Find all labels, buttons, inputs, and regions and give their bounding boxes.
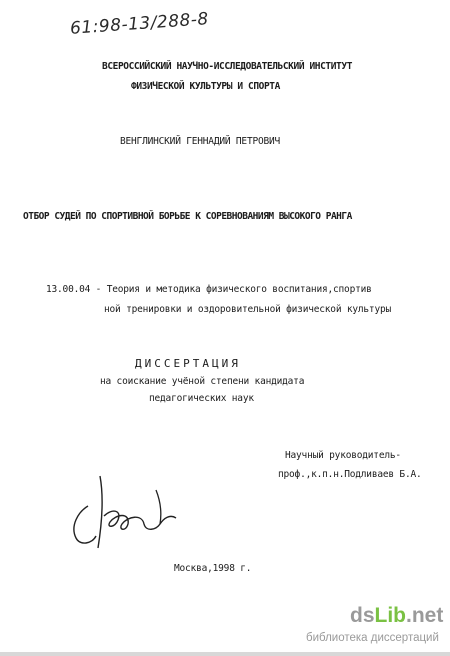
degree-line1: на соискание учёной степени кандидата: [100, 376, 305, 387]
city-year: Москва,1998 г.: [174, 563, 252, 574]
dslib-logo-prefix: ds: [350, 604, 375, 627]
dslib-logo-suffix: .net: [406, 604, 444, 627]
work-type-heading: ДИССЕРТАЦИЯ: [135, 357, 241, 370]
supervisor-label: Научный руководитель-: [285, 450, 401, 461]
dslib-logo[interactable]: [350, 604, 443, 628]
dissertation-title: ОТБОР СУДЕЙ ПО СПОРТИВНОЙ БОРЬБЕ К СОРЕВНОВАНИЯМ ВЫСОКОГО РАНГА: [23, 211, 352, 222]
author-signature: [60, 468, 205, 553]
handwritten-archive-code: 61:98-13/288-8: [69, 9, 210, 39]
specialty-line1: 13.00.04 - Теория и методика физического воспитания,спортив: [46, 284, 372, 295]
dslib-logo-mid: Lib: [374, 604, 407, 627]
institute-name-line2: ФИЗИЧЕСКОЙ КУЛЬТУРЫ И СПОРТА: [131, 81, 280, 92]
watermark-subtitle: библиотека диссертаций: [306, 632, 439, 644]
degree-line2: педагогических наук: [149, 393, 254, 404]
institute-name-line1: ВСЕРОССИЙСКИЙ НАУЧНО-ИССЛЕДОВАТЕЛЬСКИЙ ИНСТИТУТ: [102, 61, 353, 72]
author-name: ВЕНГЛИНСКИЙ ГЕННАДИЙ ПЕТРОВИЧ: [120, 136, 281, 147]
bottom-edge-strip: [0, 652, 450, 656]
supervisor-name: проф.,к.п.н.Подливаев Б.А.: [278, 469, 422, 480]
specialty-line2: ной тренировки и оздоровительной физической культуры: [104, 304, 392, 315]
